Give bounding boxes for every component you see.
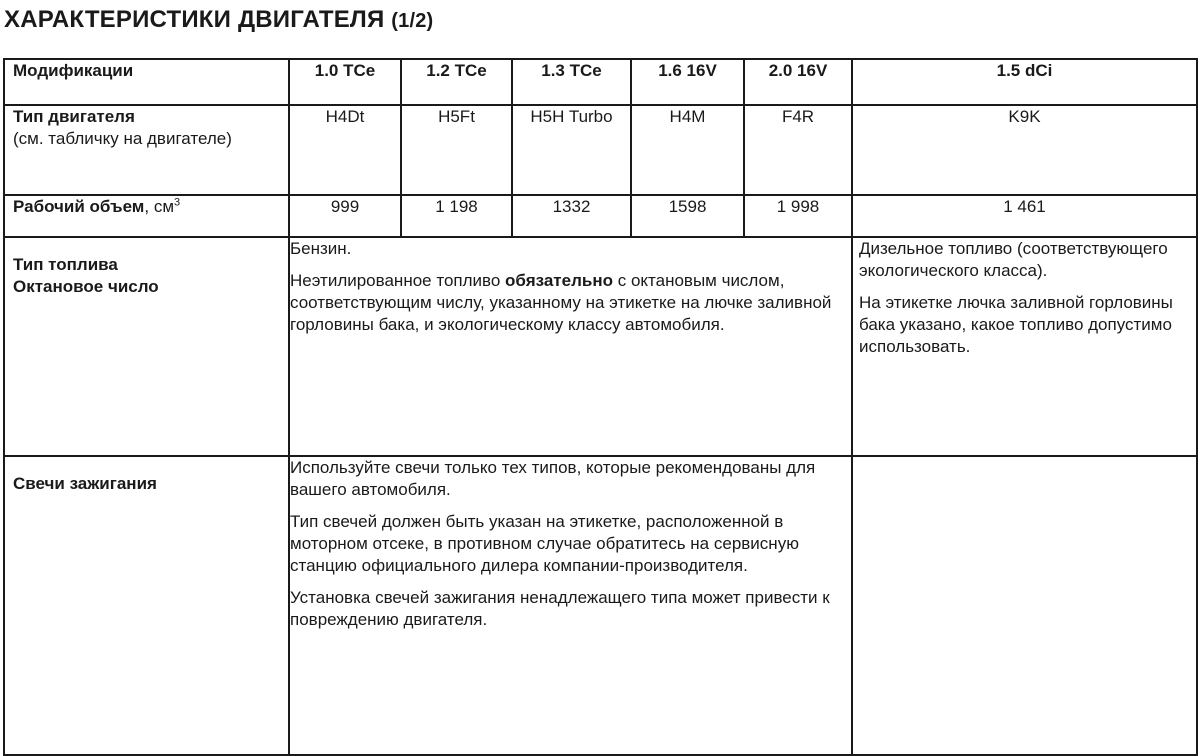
fuel-petrol-p2-emphasis: обязательно — [505, 271, 613, 290]
engine-spec-table — [3, 58, 1198, 756]
displacement-label — [4, 195, 289, 237]
displacement-cell: 1 998 — [744, 195, 852, 237]
fuel-petrol-cell — [289, 237, 852, 456]
displacement-cell: 999 — [289, 195, 401, 237]
fuel-type-label: Тип топлива — [13, 255, 118, 274]
fuel-label — [4, 237, 289, 456]
spark-plugs-p3: Установка свечей зажигания ненадлежащего типа может привести к повреждению двигателя. — [290, 588, 830, 629]
page-title — [4, 6, 433, 34]
model-header: 1.5 dCi — [852, 59, 1197, 105]
spark-plugs-diesel-cell — [852, 456, 1197, 755]
engine-type-row — [4, 105, 1197, 195]
fuel-diesel-p1: Дизельное топливо (соответствующего экологического класса). — [859, 239, 1168, 280]
displacement-cell: 1598 — [631, 195, 744, 237]
displacement-title: Рабочий объем — [13, 197, 145, 216]
displacement-unit-sup: 3 — [174, 196, 181, 209]
spark-plugs-label: Свечи зажигания — [4, 456, 289, 755]
page-number: (1/2) — [391, 10, 434, 32]
spark-plugs-petrol-cell — [289, 456, 852, 755]
fuel-diesel-p2: На этикетке лючка заливной горловины бака указано, какое топливо допустимо использовать. — [859, 293, 1173, 356]
model-header: 1.3 TCe — [512, 59, 631, 105]
displacement-row — [4, 195, 1197, 237]
engine-type-cell: H4M — [631, 105, 744, 195]
displacement-cell: 1 198 — [401, 195, 512, 237]
fuel-petrol-p2-end: с октановым числом, соответствующим числу, указанному на этикетке на лючке заливной горловины бака, и экологическому классу автомобиля. — [290, 271, 832, 334]
model-header: 1.0 TCe — [289, 59, 401, 105]
model-header: 1.6 16V — [631, 59, 744, 105]
fuel-petrol-p2 — [290, 270, 851, 336]
spark-plugs-row — [4, 456, 1197, 755]
fuel-row — [4, 237, 1197, 456]
model-header: 1.2 TCe — [401, 59, 512, 105]
engine-type-cell: H5Ft — [401, 105, 512, 195]
model-header: 2.0 16V — [744, 59, 852, 105]
page-title-main: ХАРАКТЕРИСТИКИ ДВИГАТЕЛЯ — [4, 6, 385, 33]
engine-type-cell: H4Dt — [289, 105, 401, 195]
fuel-diesel-cell — [852, 237, 1197, 456]
displacement-cell: 1332 — [512, 195, 631, 237]
engine-type-cell: F4R — [744, 105, 852, 195]
displacement-cell: 1 461 — [852, 195, 1197, 237]
octane-label: Октановое число — [13, 277, 159, 296]
displacement-unit: , см — [144, 197, 175, 216]
header-label: Модификации — [4, 59, 289, 105]
engine-type-cell: K9K — [852, 105, 1197, 195]
engine-type-note: (см. табличку на двигателе) — [13, 129, 232, 148]
spark-plugs-p2: Тип свечей должен быть указан на этикетке, расположенной в моторном отсеке, в противном случае обратитесь на сервисную станцию официального дилера компании-производителя. — [290, 512, 799, 575]
engine-type-cell: H5H Turbo — [512, 105, 631, 195]
header-row — [4, 59, 1197, 105]
fuel-petrol-p1: Бензин. — [290, 239, 352, 258]
fuel-petrol-p2-start: Неэтилированное топливо — [290, 271, 506, 290]
engine-type-title: Тип двигателя — [13, 107, 135, 126]
engine-type-label — [4, 105, 289, 195]
spark-plugs-p1: Используйте свечи только тех типов, которые рекомендованы для вашего автомобиля. — [290, 458, 816, 499]
